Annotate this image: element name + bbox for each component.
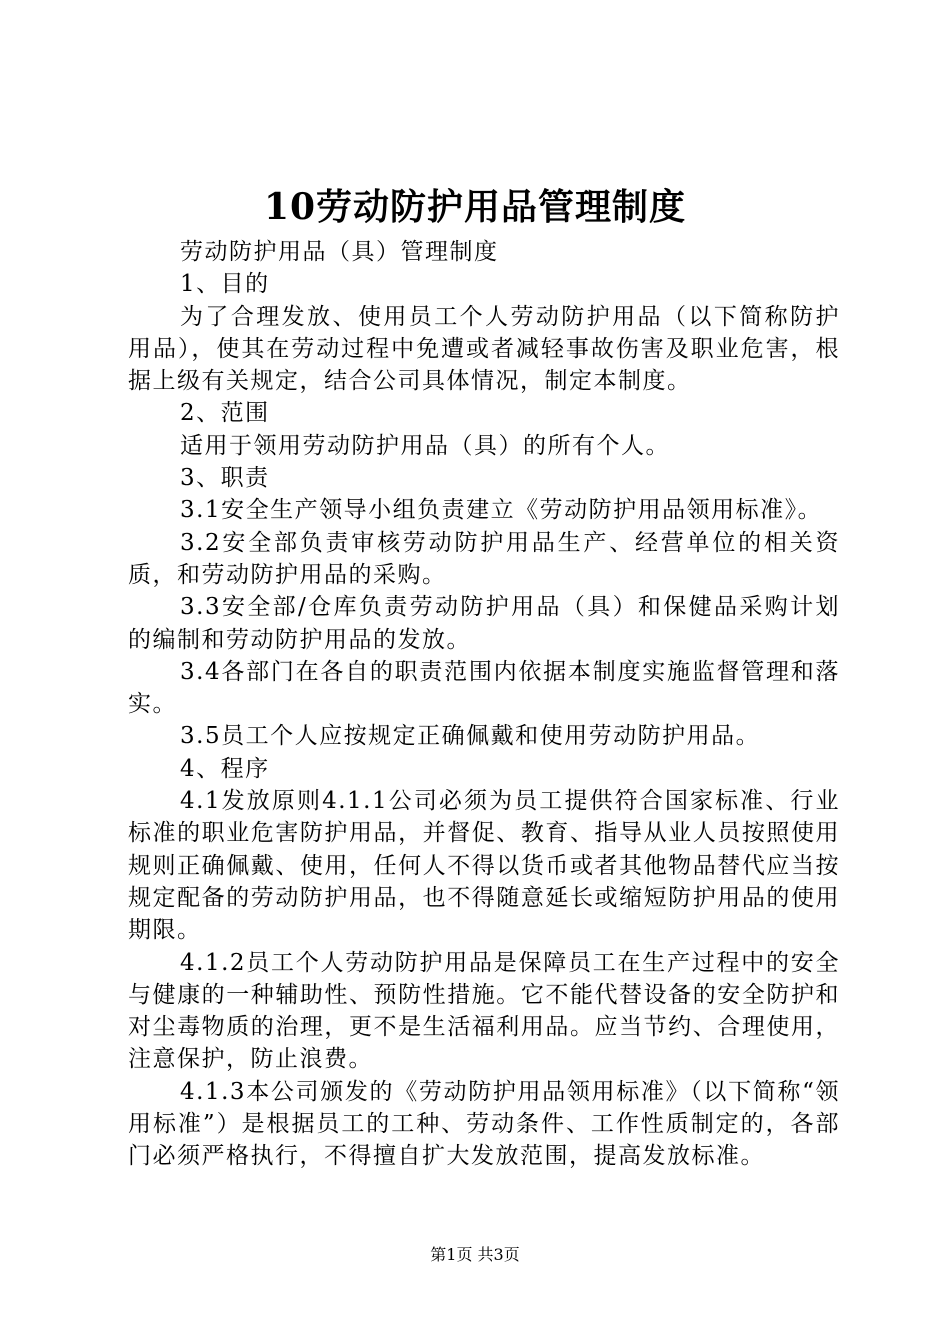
document-body [128,236,840,1173]
paragraph-procedure-4-1-3: 4.1.3本公司颁发的《劳动防护用品领用标准》（以下简称“领用标准”）是根据员工的工种、劳动条件、工作性质制定的，各部门必须严格执行，不得擅自扩大发放范围，提高发放标准。 [128,1078,840,1170]
paragraph-procedure-4-1: 4.1发放原则4.1.1公司必须为员工提供符合国家标准、行业标准的职业危害防护用品，并督促、教育、指导从业人员按照使用规则正确佩戴、使用，任何人不得以货币或者其他物品替代应当按规定配备的劳动防护用品，也不得随意延长或缩短防护用品的使用期限。 [128,788,840,944]
page-footer: 第1页 共3页 [430,1245,520,1264]
paragraph-purpose: 为了合理发放、使用员工个人劳动防护用品（以下简称防护用品），使其在劳动过程中免遭或者减轻事故伤害及职业危害，根据上级有关规定，结合公司具体情况，制定本制度。 [128,303,840,395]
paragraph-duty-3-2: 3.2安全部负责审核劳动防护用品生产、经营单位的相关资质，和劳动防护用品的采购。 [128,529,840,588]
section-heading-procedure: 4、程序 [180,755,270,782]
section-heading-duties: 3、职责 [180,465,270,492]
paragraph-duty-3-4: 3.4各部门在各自的职责范围内依据本制度实施监督管理和落实。 [128,658,840,718]
paragraph-subtitle: 劳动防护用品（具）管理制度 [180,239,499,265]
paragraph-duty-3-1: 3.1安全生产领导小组负责建立《劳动防护用品领用标准》。 [180,497,823,524]
paragraph-duty-3-5: 3.5员工个人应按规定正确佩戴和使用劳动防护用品。 [180,723,761,750]
section-heading-scope: 2、范围 [180,400,270,427]
document-title: 10劳动防护用品管理制度 [263,186,687,228]
paragraph-scope: 适用于领用劳动防护用品（具）的所有个人。 [180,432,670,459]
paragraph-procedure-4-1-2: 4.1.2员工个人劳动防护用品是保障员工在生产过程中的安全与健康的一种辅助性、预防性措施。它不能代替设备的安全防护和对尘毒物质的治理，更不是生活福利用品。应当节约、合理使用，注意保护，防止浪费。 [128,949,840,1073]
paragraph-duty-3-3: 3.3安全部/仓库负责劳动防护用品（具）和保健品采购计划的编制和劳动防护用品的发放。 [128,594,840,653]
section-heading-purpose: 1、目的 [180,271,270,298]
